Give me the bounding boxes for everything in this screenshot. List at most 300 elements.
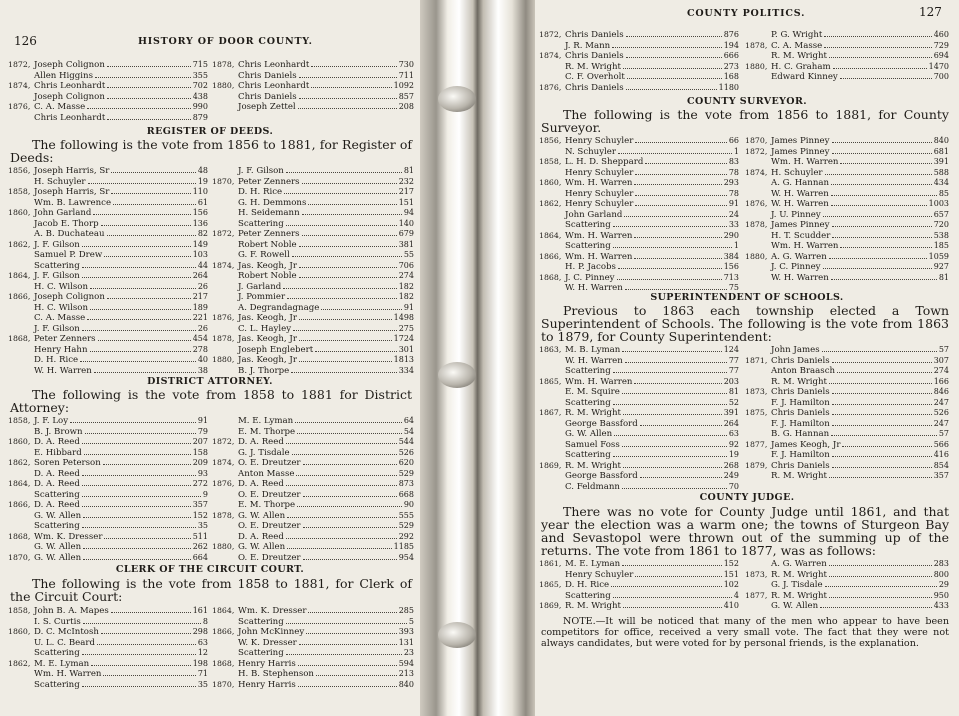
vote-row [745,440,949,451]
candidate-name: W. H. Warren [565,283,623,293]
candidate-name: Soren Peterson [34,458,101,468]
candidate-name: R. M. Wright [565,61,621,72]
candidate-name: H. C. Wilson [34,281,88,292]
vote-count: 1180 [718,82,739,92]
vote-row [212,313,414,324]
candidate-name: R. M. Wright [771,51,827,61]
vote-row [539,450,739,461]
section-title: COUNTY JUDGE. [699,492,795,503]
vote-count: 189 [192,302,208,312]
candidate-name: E. M. Thorpe [238,426,296,437]
vote-year: 1864, [212,606,235,615]
vote-year: 1858, [8,187,31,196]
vote-year: 1866, [212,627,235,636]
candidate-name: Scattering [565,220,611,230]
candidate-name: Chris Daniels [565,51,624,61]
leader-dots [645,163,726,164]
vote-count: 38 [197,365,208,375]
leader-dots [286,538,397,539]
candidate-name: Chris Leonhardt [34,112,106,123]
vote-row [745,41,949,52]
vote-row [212,500,414,511]
candidate-name: Henry Schuyler [565,136,634,146]
vote-row [745,136,949,147]
vote-count: 82 [197,229,208,238]
vote-count: 57 [938,429,949,438]
leader-dots [88,183,196,184]
leader-dots [831,184,932,185]
vote-count: 454 [192,334,208,343]
vote-row [212,261,414,272]
vote-row [539,440,739,451]
leader-dots [302,214,402,215]
candidate-name: G. F. Rowell [238,250,290,260]
candidate-name: D. A. Reed [34,479,80,489]
vote-row [212,102,414,113]
book-spine [420,0,535,716]
candidate-name: H. Schuyler [771,167,823,178]
vote-count: 526 [933,408,949,417]
vote-count: 301 [398,344,414,354]
vote-row [212,553,414,564]
vote-row [539,30,739,41]
candidate-name: B. J. Brown [34,426,83,437]
leader-dots [82,654,196,655]
page-number: 126 [14,34,37,48]
vote-count: 1813 [393,355,414,364]
leader-dots [832,404,932,405]
vote-row [745,601,949,612]
leader-dots [297,506,402,507]
vote-year: 1860, [539,178,562,187]
leader-dots [299,361,392,362]
vote-year: 1860, [8,627,31,636]
vote-row [8,324,208,335]
vote-count: 433 [933,601,949,610]
vote-count: 529 [398,521,414,530]
candidate-name: G. W. Allen [34,552,82,563]
vote-count: 1498 [393,313,414,322]
vote-year: 1870, [212,176,235,186]
vote-row [539,429,739,440]
vote-year: 1879, [745,460,768,470]
vote-count: 416 [933,450,949,459]
vote-row [745,62,949,73]
binding-tab [438,362,476,388]
vote-row [539,178,739,189]
vote-row [745,580,949,591]
vote-row [8,219,208,230]
vote-year: 1873, [745,569,768,579]
vote-count: 264 [723,418,739,428]
candidate-name: J. F. Gilson [34,239,80,250]
vote-year: 1862, [8,239,31,249]
vote-row [212,416,414,427]
leader-dots [622,565,722,566]
candidate-name: Allen Higgins [34,70,93,81]
vote-row [8,469,208,480]
leader-dots [82,246,191,247]
candidate-name: George Bassford [565,418,638,429]
vote-row [539,199,739,210]
vote-list [539,136,739,294]
vote-year: 1880, [212,355,235,364]
vote-count: 124 [723,345,739,354]
vote-row [212,166,414,177]
candidate-name: H. Schuyler [34,176,86,187]
candidate-name: Scattering [34,521,80,531]
vote-count: 52 [728,397,739,407]
vote-count: 566 [933,439,949,449]
vote-count: 131 [398,637,414,647]
candidate-name: J. C. Pinney [565,272,615,283]
vote-count: 61 [197,197,208,207]
candidate-name: Scattering [34,489,80,500]
leader-dots [287,548,392,549]
vote-row [8,669,208,680]
leader-dots [82,443,191,444]
vote-row [745,450,949,461]
leader-dots [97,644,196,645]
leader-dots [286,443,397,444]
vote-row [539,241,739,252]
leader-dots [613,456,727,457]
vote-year: 1869, [539,601,562,610]
candidate-name: Henry Harris [238,679,296,690]
vote-row [212,448,414,459]
vote-row [539,189,739,200]
vote-year: 1863, [539,345,562,354]
vote-year: 1864, [539,230,562,240]
vote-year: 1856, [8,166,31,175]
leader-dots [829,258,927,259]
leader-dots [626,36,722,37]
vote-count: 33 [728,220,739,229]
vote-count: 273 [723,61,739,71]
leader-dots [832,237,931,238]
vote-count: 151 [398,197,414,207]
leader-dots [623,467,722,468]
vote-row [8,198,208,209]
vote-row [212,469,414,480]
vote-count: 152 [723,559,739,568]
candidate-name: Chris Leonhardt [34,81,106,91]
vote-count: 81 [938,272,949,282]
candidate-name: Chris Daniels [771,408,830,418]
vote-row [539,168,739,179]
leader-dots [299,98,397,99]
vote-count: 307 [933,355,949,365]
vote-row [212,680,414,691]
vote-count: 1003 [928,199,949,208]
candidate-name: John James [771,345,820,355]
candidate-name: Henry Schuyler [565,167,634,178]
vote-year: 1878, [745,40,768,50]
leader-dots [104,256,191,257]
vote-count: 846 [933,387,949,396]
candidate-name: A. Degrandagnage [238,302,320,313]
vote-row [8,479,208,490]
leader-dots [90,288,196,289]
candidate-name: G. J. Tisdale [238,447,290,458]
vote-count: 1470 [928,61,949,71]
vote-row [745,461,949,472]
vote-count: 156 [192,208,208,217]
vote-count: 90 [403,500,414,509]
candidate-name: John B. A. Mapes [34,606,109,616]
vote-count: 664 [192,552,208,562]
vote-count: 391 [933,157,949,166]
vote-row [212,627,414,638]
leader-dots [311,66,396,67]
vote-count: 292 [398,531,414,541]
leader-dots [299,246,397,247]
vote-row [539,570,739,581]
vote-count: 158 [192,447,208,457]
candidate-name: G. W. Allen [34,542,82,552]
vote-count: 668 [398,489,414,499]
vote-row [745,189,949,200]
leader-dots [293,330,397,331]
leader-dots [640,425,722,426]
vote-count: 290 [723,230,739,240]
leader-dots [287,517,397,518]
vote-year: 1864, [8,479,31,488]
candidate-name: Peter Zenners [238,176,300,187]
vote-year: 1875, [745,408,768,417]
vote-row [212,458,414,469]
vote-count: 91 [197,416,208,425]
vote-row [212,187,414,198]
vote-row [539,591,739,602]
leader-dots [83,548,191,549]
leader-dots [625,362,727,363]
vote-row [539,252,739,263]
leader-dots [113,204,196,205]
vote-list [745,136,949,283]
candidate-name: Anton Masse [238,468,295,479]
vote-count: 1059 [928,251,949,261]
candidate-name: James Keogh, Jr [771,439,841,450]
leader-dots [634,237,721,238]
vote-row [8,113,208,124]
vote-row [745,241,949,252]
vote-row [8,659,208,670]
leader-dots [82,277,191,278]
vote-count: 950 [933,590,949,600]
candidate-name: A. G. Warren [771,251,827,262]
vote-count: 81 [728,387,739,396]
vote-row [539,220,739,231]
leader-dots [82,485,191,486]
leader-dots [80,361,196,362]
vote-year: 1866, [8,292,31,301]
leader-dots [824,36,931,37]
leader-dots [303,559,397,560]
vote-row [8,437,208,448]
vote-count: 1185 [393,542,414,551]
vote-row [539,147,739,158]
vote-row [745,262,949,273]
candidate-name: G. H. Demmons [238,197,307,208]
vote-count: 730 [398,60,414,69]
vote-row [8,617,208,628]
vote-row [8,627,208,638]
leader-dots [107,235,196,236]
vote-year: 1878, [212,334,235,343]
vote-count: 620 [398,458,414,467]
vote-list [212,416,414,563]
vote-count: 9 [202,489,208,499]
vote-row [8,532,208,543]
vote-row [8,521,208,532]
candidate-name: C. A. Masse [34,313,86,323]
candidate-name: H. C. Wilson [34,302,88,313]
candidate-name: Edward Kinney [771,72,838,82]
leader-dots [299,77,397,78]
binding-tab [438,622,476,648]
leader-dots [292,256,402,257]
vote-count: 275 [398,323,414,333]
vote-row [539,83,739,94]
candidate-name: Wm. H. Warren [565,230,633,241]
candidate-name: M. E. Lyman [238,416,294,426]
vote-year: 1876, [212,313,235,322]
vote-year: 1874, [745,167,768,177]
candidate-name: Scattering [34,648,80,658]
leader-dots [315,351,397,352]
right-page [535,0,959,716]
vote-count: 283 [933,559,949,568]
candidate-name: Scattering [565,366,611,376]
leader-dots [94,372,196,373]
leader-dots [822,351,937,352]
leader-dots [823,268,932,269]
candidate-name: G. J. Tisdale [771,580,823,590]
candidate-name: Henry Schuyler [565,569,634,580]
candidate-name: O. E. Dreutzer [238,552,301,563]
vote-year: 1861, [539,559,562,568]
candidate-name: Peter Zenners [34,334,96,344]
candidate-name: Chris Daniels [771,460,830,471]
leader-dots [623,607,722,608]
vote-row [212,355,414,366]
vote-row [745,356,949,367]
vote-row [539,601,739,612]
leader-dots [635,576,721,577]
vote-count: 879 [192,112,208,122]
candidate-name: C. Feldmann [565,481,620,492]
vote-row [745,168,949,179]
vote-row [8,366,208,377]
vote-count: 217 [192,292,208,301]
leader-dots [284,193,397,194]
vote-row [8,240,208,251]
candidate-name: G. W. Allen [238,510,286,521]
leader-dots [295,422,402,423]
vote-count: 26 [197,323,208,333]
leader-dots [299,644,397,645]
vote-count: 92 [728,439,739,449]
candidate-name: Chris Leonhardt [238,60,310,70]
leader-dots [832,362,932,363]
running-header: HISTORY OF DOOR COUNTY. [138,36,313,47]
candidate-name: M. B. Lyman [565,345,621,355]
leader-dots [316,675,397,676]
vote-row [212,345,414,356]
leader-dots [635,195,726,196]
candidate-name: Wm. H. Warren [771,241,839,251]
vote-row [212,271,414,282]
candidate-name: H. Seidemann [238,208,300,218]
candidate-name: James Pinney [771,136,830,146]
vote-count: 529 [398,468,414,478]
vote-count: 384 [723,251,739,261]
vote-year: 1873, [745,387,768,396]
vote-count: 77 [728,366,739,375]
vote-row [539,482,739,493]
candidate-name: D. A. Reed [34,437,80,447]
leader-dots [306,633,397,634]
candidate-name: A. G. Warren [771,559,827,569]
vote-row [212,617,414,628]
leader-dots [93,214,190,215]
vote-row [8,229,208,240]
vote-row [745,387,949,398]
candidate-name: D. A. Reed [238,437,284,447]
vote-row [745,30,949,41]
vote-count: 136 [192,218,208,228]
leader-dots [831,435,937,436]
vote-year: 1872, [8,60,31,69]
vote-year: 1860, [8,208,31,217]
vote-count: 272 [192,479,208,488]
leader-dots [611,586,722,587]
section-title: DISTRICT ATTORNEY. [147,376,273,387]
vote-row [8,427,208,438]
vote-row [8,187,208,198]
leader-dots [298,665,397,666]
vote-row [8,511,208,522]
vote-count: 161 [192,606,208,615]
vote-row [212,303,414,314]
candidate-name: Wm. H. Warren [565,178,633,188]
leader-dots [823,216,932,217]
vote-row [8,271,208,282]
leader-dots [296,475,396,476]
vote-count: 209 [192,458,208,467]
leader-dots [623,68,722,69]
vote-count: 873 [398,479,414,488]
candidate-name: Jacob E. Thorp [34,218,99,229]
vote-row [539,231,739,242]
vote-row [745,398,949,409]
leader-dots [286,485,397,486]
candidate-name: D. H. Rice [238,187,283,197]
vote-count: 876 [723,30,739,39]
vote-count: 526 [398,447,414,457]
vote-count: 706 [398,260,414,270]
vote-row [212,511,414,522]
vote-row [8,60,208,71]
leader-dots [842,446,931,447]
vote-row [745,570,949,581]
vote-row [745,51,949,62]
candidate-name: Peter Zenners [238,229,300,239]
vote-count: 26 [197,281,208,291]
section-intro: The following is the vote from 1858 to 1881, for Clerk of the Circuit Court: [10,576,412,604]
candidate-name: D. C. McIntosh [34,627,99,637]
